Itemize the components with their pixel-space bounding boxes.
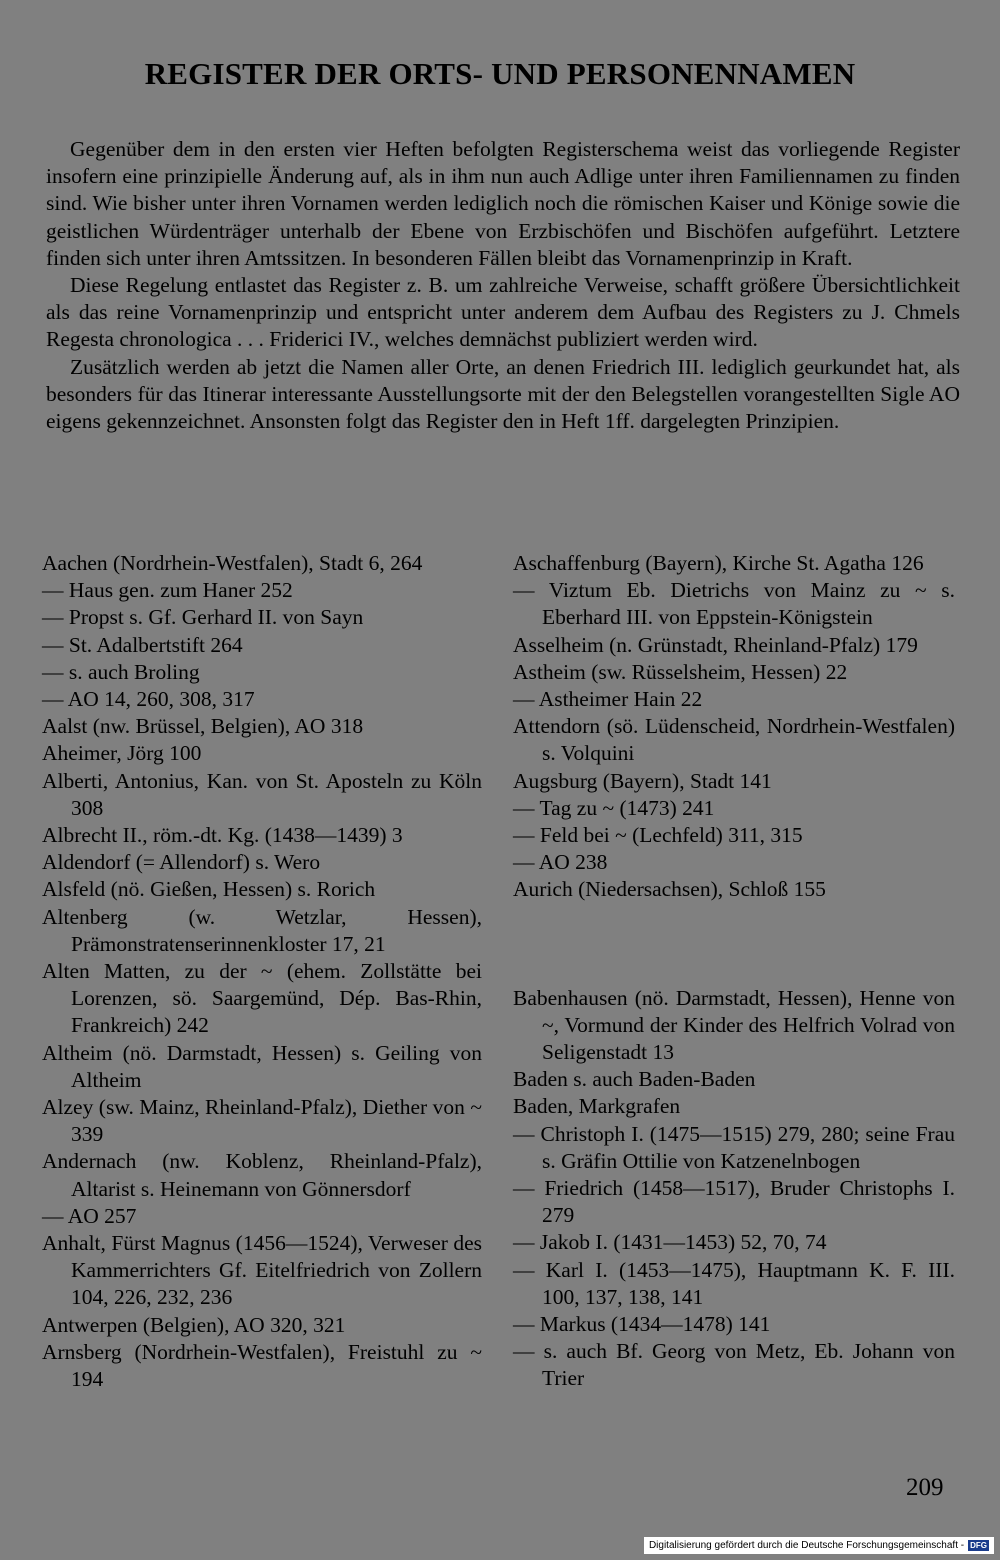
index-entry: Arnsberg (Nordrhein-Westfalen), Freistuhl zu ~ 194 [42,1339,482,1392]
index-entry: — Feld bei ~ (Lechfeld) 311, 315 [513,823,803,848]
index-entry: — Haus gen. zum Haner 252 [42,578,293,603]
intro-paragraph: Gegenüber dem in den ersten vier Heften befolgten Registerschema weist das vorliegende Register insofern eine prinzipielle Änderung auf, als in ihm nun auch Adlige unter ihren Familiennamen zu finden sind. Wie bisher unter ihren Vornamen werden lediglich noch die römischen Kaiser und Könige sowie die geistlichen Würdenträger unterhalb der Ebene von Erzbischöfen und Bischöfen aufgeführt. Letztere finden sich unter ihren Amtssitzen. In besonderen Fällen bleibt das Vornamenprinzip in Kraft. [46,137,960,270]
index-entry: Andernach (nw. Koblenz, Rheinland-Pfalz), Altarist s. Heinemann von Gönnersdorf [42,1149,482,1201]
intro-paragraph: Zusätzlich werden ab jetzt die Namen aller Orte, an denen Friedrich III. lediglich geurkundet hat, als besonders für das Itinerar interessante Ausstellungsorte mit der den Belegstellen vorangestellten Sigle AO eigens gekennzeichnet. Ansonsten folgt das Register den in Heft 1ff. dargelegten Prinzipien. [46,354,960,434]
index-entry: — Karl I. (1453—1475), Hauptmann K. F. III. 100, 137, 138, 141 [513,1257,955,1309]
index-entry: Baden s. auch Baden-Baden [513,1067,756,1092]
index-entry: Albrecht II., röm.-dt. Kg. (1438—1439) 3 [42,823,403,848]
index-entry: Augsburg (Bayern), Stadt 141 [513,768,772,793]
index-entry: Attendorn (sö. Lüdenscheid, Nordrhein-Westfalen) s. Volquini [513,714,955,766]
index-entry: Alten Matten, zu der ~ (ehem. Zollstätte bei Lorenzen, sö. Saargemünd, Dép. Bas-Rhin, Frankreich) 242 [42,959,482,1038]
credit-text: Digitalisierung gefördert durch die Deutsche Forschungsgemeinschaft - [648,1540,965,1551]
index-entry: — s. auch Bf. Georg von Metz, Eb. Johann von Trier [513,1339,955,1391]
index-entry: Antwerpen (Belgien), AO 320, 321 [42,1312,346,1337]
intro-text [46,136,960,435]
index-entry: — AO 14, 260, 308, 317 [42,687,255,712]
index-entry: — Propst s. Gf. Gerhard II. von Sayn [42,605,364,630]
index-entry: Altheim (nö. Darmstadt, Hessen) s. Geiling von Altheim [42,1040,482,1092]
index-entry: Aurich (Niedersachsen), Schloß 155 [513,877,826,902]
dfg-logo: DFG [970,1541,987,1550]
index-entry: Astheim (sw. Rüsselsheim, Hessen) 22 [513,659,848,684]
index-entry: Aldendorf (= Allendorf) s. Wero [42,850,321,875]
index-entry: Aschaffenburg (Bayern), Kirche St. Agatha 126 [513,551,924,575]
index-entry: Asselheim (n. Grünstadt, Rheinland-Pfalz) 179 [513,632,918,657]
index-entry: — AO 257 [42,1203,137,1228]
index-entry: — Markus (1434—1478) 141 [513,1312,771,1337]
index-entry: — s. auch Broling [42,659,200,684]
index-entry: — Jakob I. (1431—1453) 52, 70, 74 [513,1230,827,1255]
index-entry: Aachen (Nordrhein-Westfalen), Stadt 6, 264 [42,551,423,575]
left-column [42,550,482,1393]
index-entry: Aalst (nw. Brüssel, Belgien), AO 318 [42,714,364,739]
index-entry: — St. Adalbertstift 264 [42,632,243,657]
index-entry: — AO 238 [513,850,608,875]
intro-paragraph: Diese Regelung entlastet das Register z. B. um zahlreiche Verweise, schafft größere Übersichtlichkeit als das reine Vornamenprinzip und entspricht unter anderem dem Aufbau des Registers zu J. Chmels Regesta chronologica . . . Friderici IV., welches demnächst publiziert werden wird. [46,273,960,352]
page-number: 209 [906,1474,944,1501]
index-entry: Baden, Markgrafen [513,1094,681,1119]
digitization-credit [644,1537,994,1554]
index-entry: — Viztum Eb. Dietrichs von Mainz zu ~ s. Eberhard III. von Eppstein-Königstein [513,578,955,630]
index-entry: — Astheimer Hain 22 [513,687,703,712]
index-entry: — Friedrich (1458—1517), Bruder Christophs I. 279 [513,1176,955,1228]
index-entry: — Tag zu ~ (1473) 241 [513,795,715,820]
index-entry: Aheimer, Jörg 100 [42,741,202,766]
index-entry: Alzey (sw. Mainz, Rheinland-Pfalz), Diether von ~ 339 [42,1095,482,1147]
index-entry: Alberti, Antonius, Kan. von St. Aposteln zu Köln 308 [42,768,482,820]
letter-group-gap [513,904,955,985]
index-entry: Alsfeld (nö. Gießen, Hessen) s. Rorich [42,877,376,902]
index-entry: Anhalt, Fürst Magnus (1456—1524), Verweser des Kammerrichters Gf. Eitelfriedrich von Zollern 104, 226, 232, 236 [42,1231,482,1310]
page-title: REGISTER DER ORTS- UND PERSONENNAMEN [144,56,856,91]
index-entry: — Christoph I. (1475—1515) 279, 280; seine Frau s. Gräfin Ottilie von Katzenelnbogen [513,1121,955,1173]
index-entry: Babenhausen (nö. Darmstadt, Hessen), Henne von ~, Vormund der Kinder des Helfrich Volrad von Seligenstadt 13 [513,985,955,1065]
right-column [513,550,955,1393]
index-entry: Altenberg (w. Wetzlar, Hessen), Prämonstratenserinnenkloster 17, 21 [42,904,482,956]
